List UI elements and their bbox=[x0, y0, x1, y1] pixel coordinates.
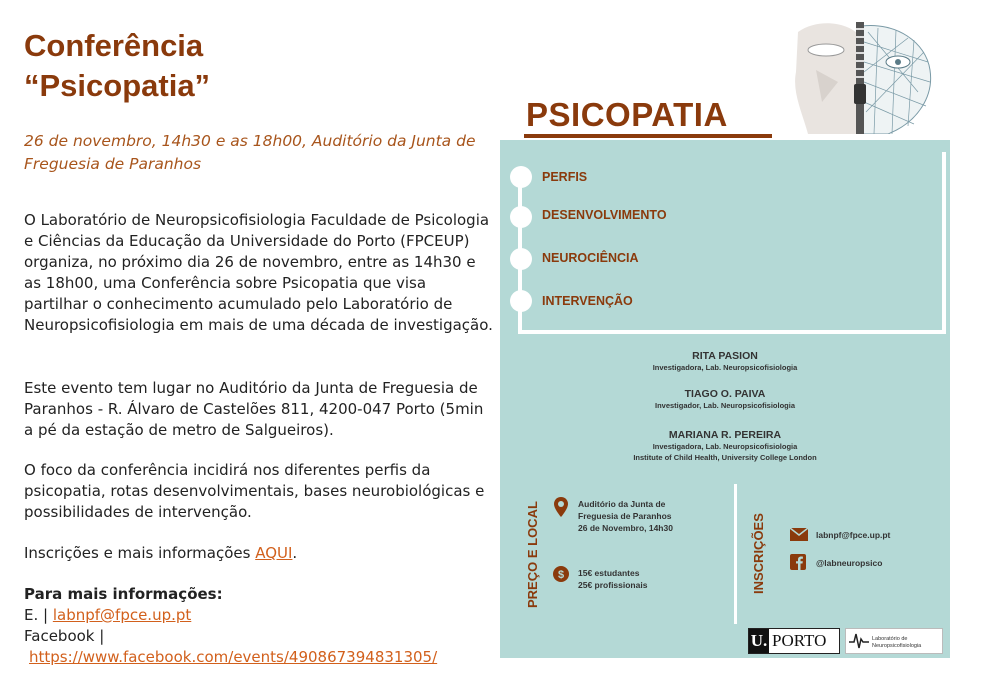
price-place-label: PREÇO E LOCAL bbox=[525, 501, 540, 608]
venue-date: 26 de Novembro, 14h30 bbox=[578, 523, 673, 533]
speaker bbox=[500, 350, 950, 373]
poster-contact-facebook: @labneuropsico bbox=[816, 558, 883, 568]
location-pin-icon bbox=[554, 497, 568, 517]
topic-dot bbox=[510, 206, 532, 228]
email-link[interactable]: labnpf@fpce.up.pt bbox=[52, 606, 192, 624]
poster-contact-email: labnpf@fpce.up.pt bbox=[816, 530, 891, 540]
registration-end: . bbox=[292, 544, 298, 562]
venue-line: Freguesia de Paranhos bbox=[578, 511, 672, 521]
contacts-block bbox=[24, 584, 494, 668]
topic-dot bbox=[510, 290, 532, 312]
speaker-role: Investigadora, Lab. Neuropsicofisiologia bbox=[652, 363, 798, 372]
poster-title-rule bbox=[524, 134, 772, 138]
registrations-label: INSCRIÇÕES bbox=[751, 513, 766, 594]
lab-logo-text: Laboratório de Neuropsicofisiologia bbox=[872, 636, 922, 649]
uporto-logo-text: PORTO bbox=[772, 631, 827, 650]
uporto-logo-u: U. bbox=[749, 629, 769, 653]
topic-dot bbox=[510, 166, 532, 188]
topic-item: NEUROCIÊNCIA bbox=[542, 251, 639, 265]
topic-dot bbox=[510, 248, 532, 270]
speaker bbox=[500, 429, 950, 463]
more-info-label: Para mais informações: bbox=[24, 585, 223, 603]
title-line-1: Conferência bbox=[24, 28, 204, 63]
speaker-name: RITA PASION bbox=[692, 350, 758, 362]
venue-line: Auditório da Junta de bbox=[578, 499, 666, 509]
venue-info bbox=[578, 498, 673, 534]
event-poster bbox=[500, 22, 950, 658]
topic-item: INTERVENÇÃO bbox=[542, 294, 633, 308]
registration-link[interactable]: AQUI bbox=[255, 544, 293, 562]
poster-divider bbox=[734, 484, 737, 624]
facebook-label: Facebook | bbox=[24, 627, 105, 645]
location-paragraph: Este evento tem lugar no Auditório da Junta de Freguesia de Paranhos - R. Álvaro de Castelões 811, 4200-047 Porto (5min a pé da estação de metro de Salgueiros). bbox=[24, 379, 484, 439]
price-line: 25€ profissionais bbox=[578, 580, 648, 590]
title-line-2: “Psicopatia” bbox=[24, 68, 211, 103]
lab-logo bbox=[845, 628, 943, 654]
wireframe-face-image bbox=[778, 22, 940, 134]
coin-icon bbox=[553, 566, 569, 582]
email-line bbox=[24, 605, 494, 626]
focus-paragraph: O foco da conferência incidirá nos diferentes perfis da psicopatia, rotas desenvolvimentais, bases neurobiológicas e possibilidades de intervenção. bbox=[24, 461, 485, 521]
registration-line bbox=[24, 543, 494, 564]
intro-paragraph: O Laboratório de Neuropsicofisiologia Faculdade de Psicologia e Ciências da Educação da Universidade do Porto (FPCEUP) organiza, no próximo dia 26 de novembro, entre as 14h30 e as 18h00, uma Conferência sobre Psicopatia que visa partilhar o conhecimento acumulado pelo Laboratório de Neuropsicofisiologia em mais de uma década de investigação. bbox=[24, 211, 493, 334]
page-title bbox=[24, 26, 210, 106]
event-subtitle: 26 de novembro, 14h30 e as 18h00, Auditório da Junta de Freguesia de Paranhos bbox=[24, 132, 476, 173]
speaker bbox=[500, 388, 950, 411]
speaker-role: Investigadora, Lab. Neuropsicofisiologia bbox=[652, 442, 798, 451]
topic-item: DESENVOLVIMENTO bbox=[542, 208, 667, 222]
svg-text:$: $ bbox=[557, 569, 565, 581]
facebook-link[interactable]: https://www.facebook.com/events/490867394831305/ bbox=[29, 648, 438, 666]
speaker-name: MARIANA R. PEREIRA bbox=[668, 429, 782, 441]
price-line: 15€ estudantes bbox=[578, 568, 640, 578]
lab-waveform-icon bbox=[848, 630, 870, 652]
speaker-affiliation: Institute of Child Health, University College London bbox=[633, 453, 817, 462]
uporto-logo bbox=[748, 628, 840, 654]
speaker-role: Investigador, Lab. Neuropsicofisiologia bbox=[654, 401, 796, 410]
mail-icon bbox=[790, 528, 808, 541]
email-prefix: E. | bbox=[24, 606, 53, 624]
speaker-name: TIAGO O. PAIVA bbox=[684, 388, 766, 400]
registration-text: Inscrições e mais informações bbox=[24, 544, 256, 562]
poster-title: PSICOPATIA bbox=[526, 96, 728, 133]
price-info bbox=[578, 567, 647, 591]
topic-item: PERFIS bbox=[542, 170, 588, 184]
facebook-line bbox=[24, 647, 494, 668]
facebook-icon bbox=[790, 554, 806, 570]
